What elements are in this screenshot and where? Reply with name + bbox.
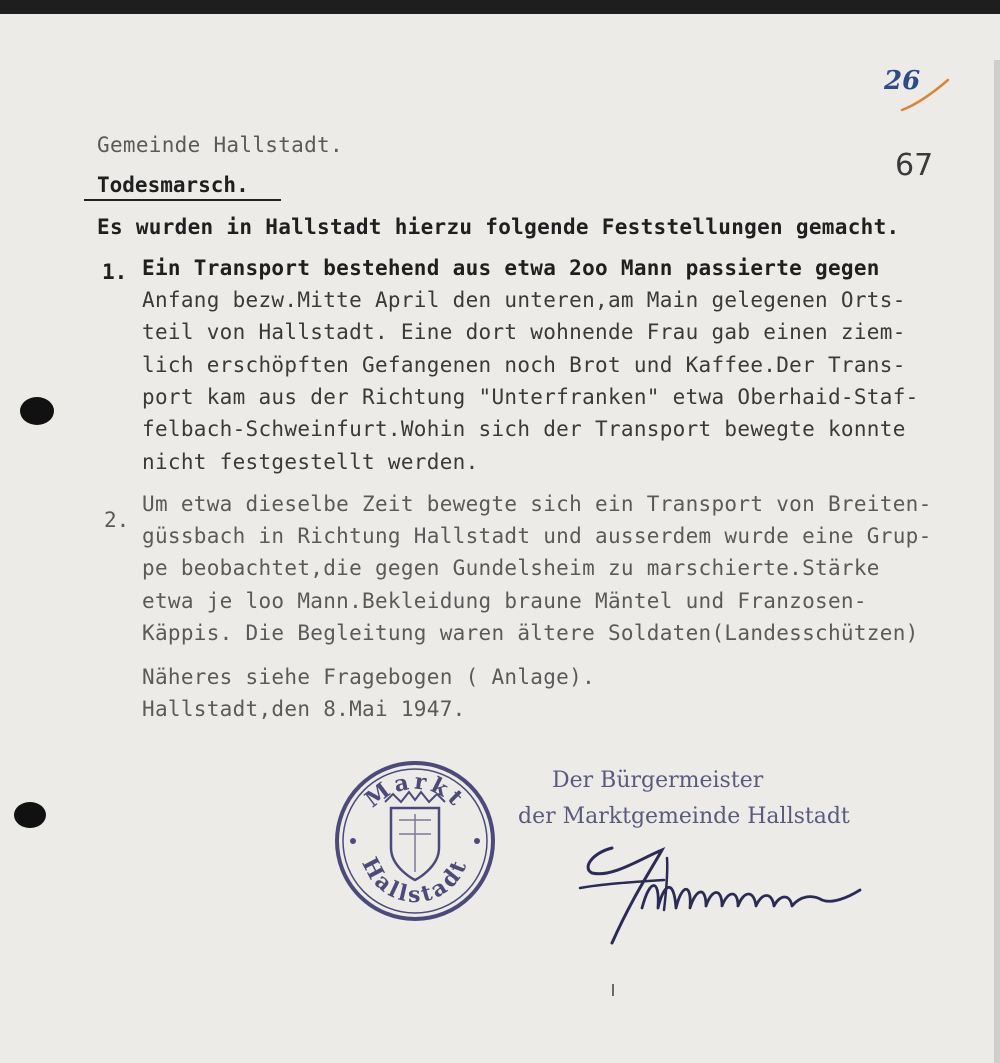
municipality-line: Gemeinde Hallstadt. <box>97 133 343 157</box>
item-1-line: Ein Transport bestehend aus etwa 2oo Mann passierte gegen <box>142 256 880 280</box>
document-title: Todesmarsch. <box>97 173 249 197</box>
item-1-line: lich erschöpften Gefangenen noch Brot und Kaffee.Der Trans- <box>142 353 906 377</box>
item-2-line: pe beobachtet,die gegen Gundelsheim zu marschierte.Stärke <box>142 556 880 580</box>
item-1-number: 1. <box>102 260 128 284</box>
mayor-municipality: der Marktgemeinde Hallstadt <box>518 804 850 829</box>
title-underline <box>84 199 281 201</box>
place-date-line: Hallstadt,den 8.Mai 1947. <box>142 697 466 721</box>
handwritten-signature <box>572 838 872 948</box>
svg-text:Markt: Markt <box>360 768 471 814</box>
mayor-title: Der Bürgermeister <box>552 768 764 793</box>
scan-top-edge <box>0 0 1000 14</box>
item-1-line: nicht festgestellt werden. <box>142 450 479 474</box>
item-1-line: felbach-Schweinfurt.Wohin sich der Transport bewegte konnte <box>142 417 906 441</box>
item-2-line: Um etwa dieselbe Zeit bewegte sich ein Transport von Breiten- <box>142 492 932 516</box>
item-2-line: Käppis. Die Begleitung waren ältere Soldaten(Landesschützen) <box>142 621 919 645</box>
orange-pencil-mark <box>900 74 950 114</box>
page-number: 67 <box>895 148 934 183</box>
item-2-number: 2. <box>104 508 130 532</box>
scan-right-edge <box>994 60 1000 1063</box>
item-1-line: port kam aus der Richtung "Unterfranken" etwa Oberhaid-Staf- <box>142 385 919 409</box>
punch-hole-top <box>20 397 54 425</box>
reference-line: Näheres siehe Fragebogen ( Anlage). <box>142 665 596 689</box>
intro-line: Es wurden in Hallstadt hierzu folgende Feststellungen gemacht. <box>97 215 900 239</box>
svg-text:Hallstadt: Hallstadt <box>356 853 474 909</box>
handwritten-folio-number: 26 <box>884 66 921 96</box>
item-1-line: Anfang bezw.Mitte April den unteren,am Main gelegenen Orts- <box>142 288 906 312</box>
item-2-line: etwa je loo Mann.Bekleidung braune Mäntel und Franzosen- <box>142 589 867 613</box>
item-1-line: teil von Hallstadt. Eine dort wohnende Frau gab einen ziem- <box>142 320 906 344</box>
punch-hole-bottom <box>14 802 46 828</box>
municipal-seal-stamp <box>333 758 497 924</box>
stray-mark <box>612 984 614 996</box>
item-2-line: güssbach in Richtung Hallstadt und ausserdem wurde eine Grup- <box>142 524 932 548</box>
